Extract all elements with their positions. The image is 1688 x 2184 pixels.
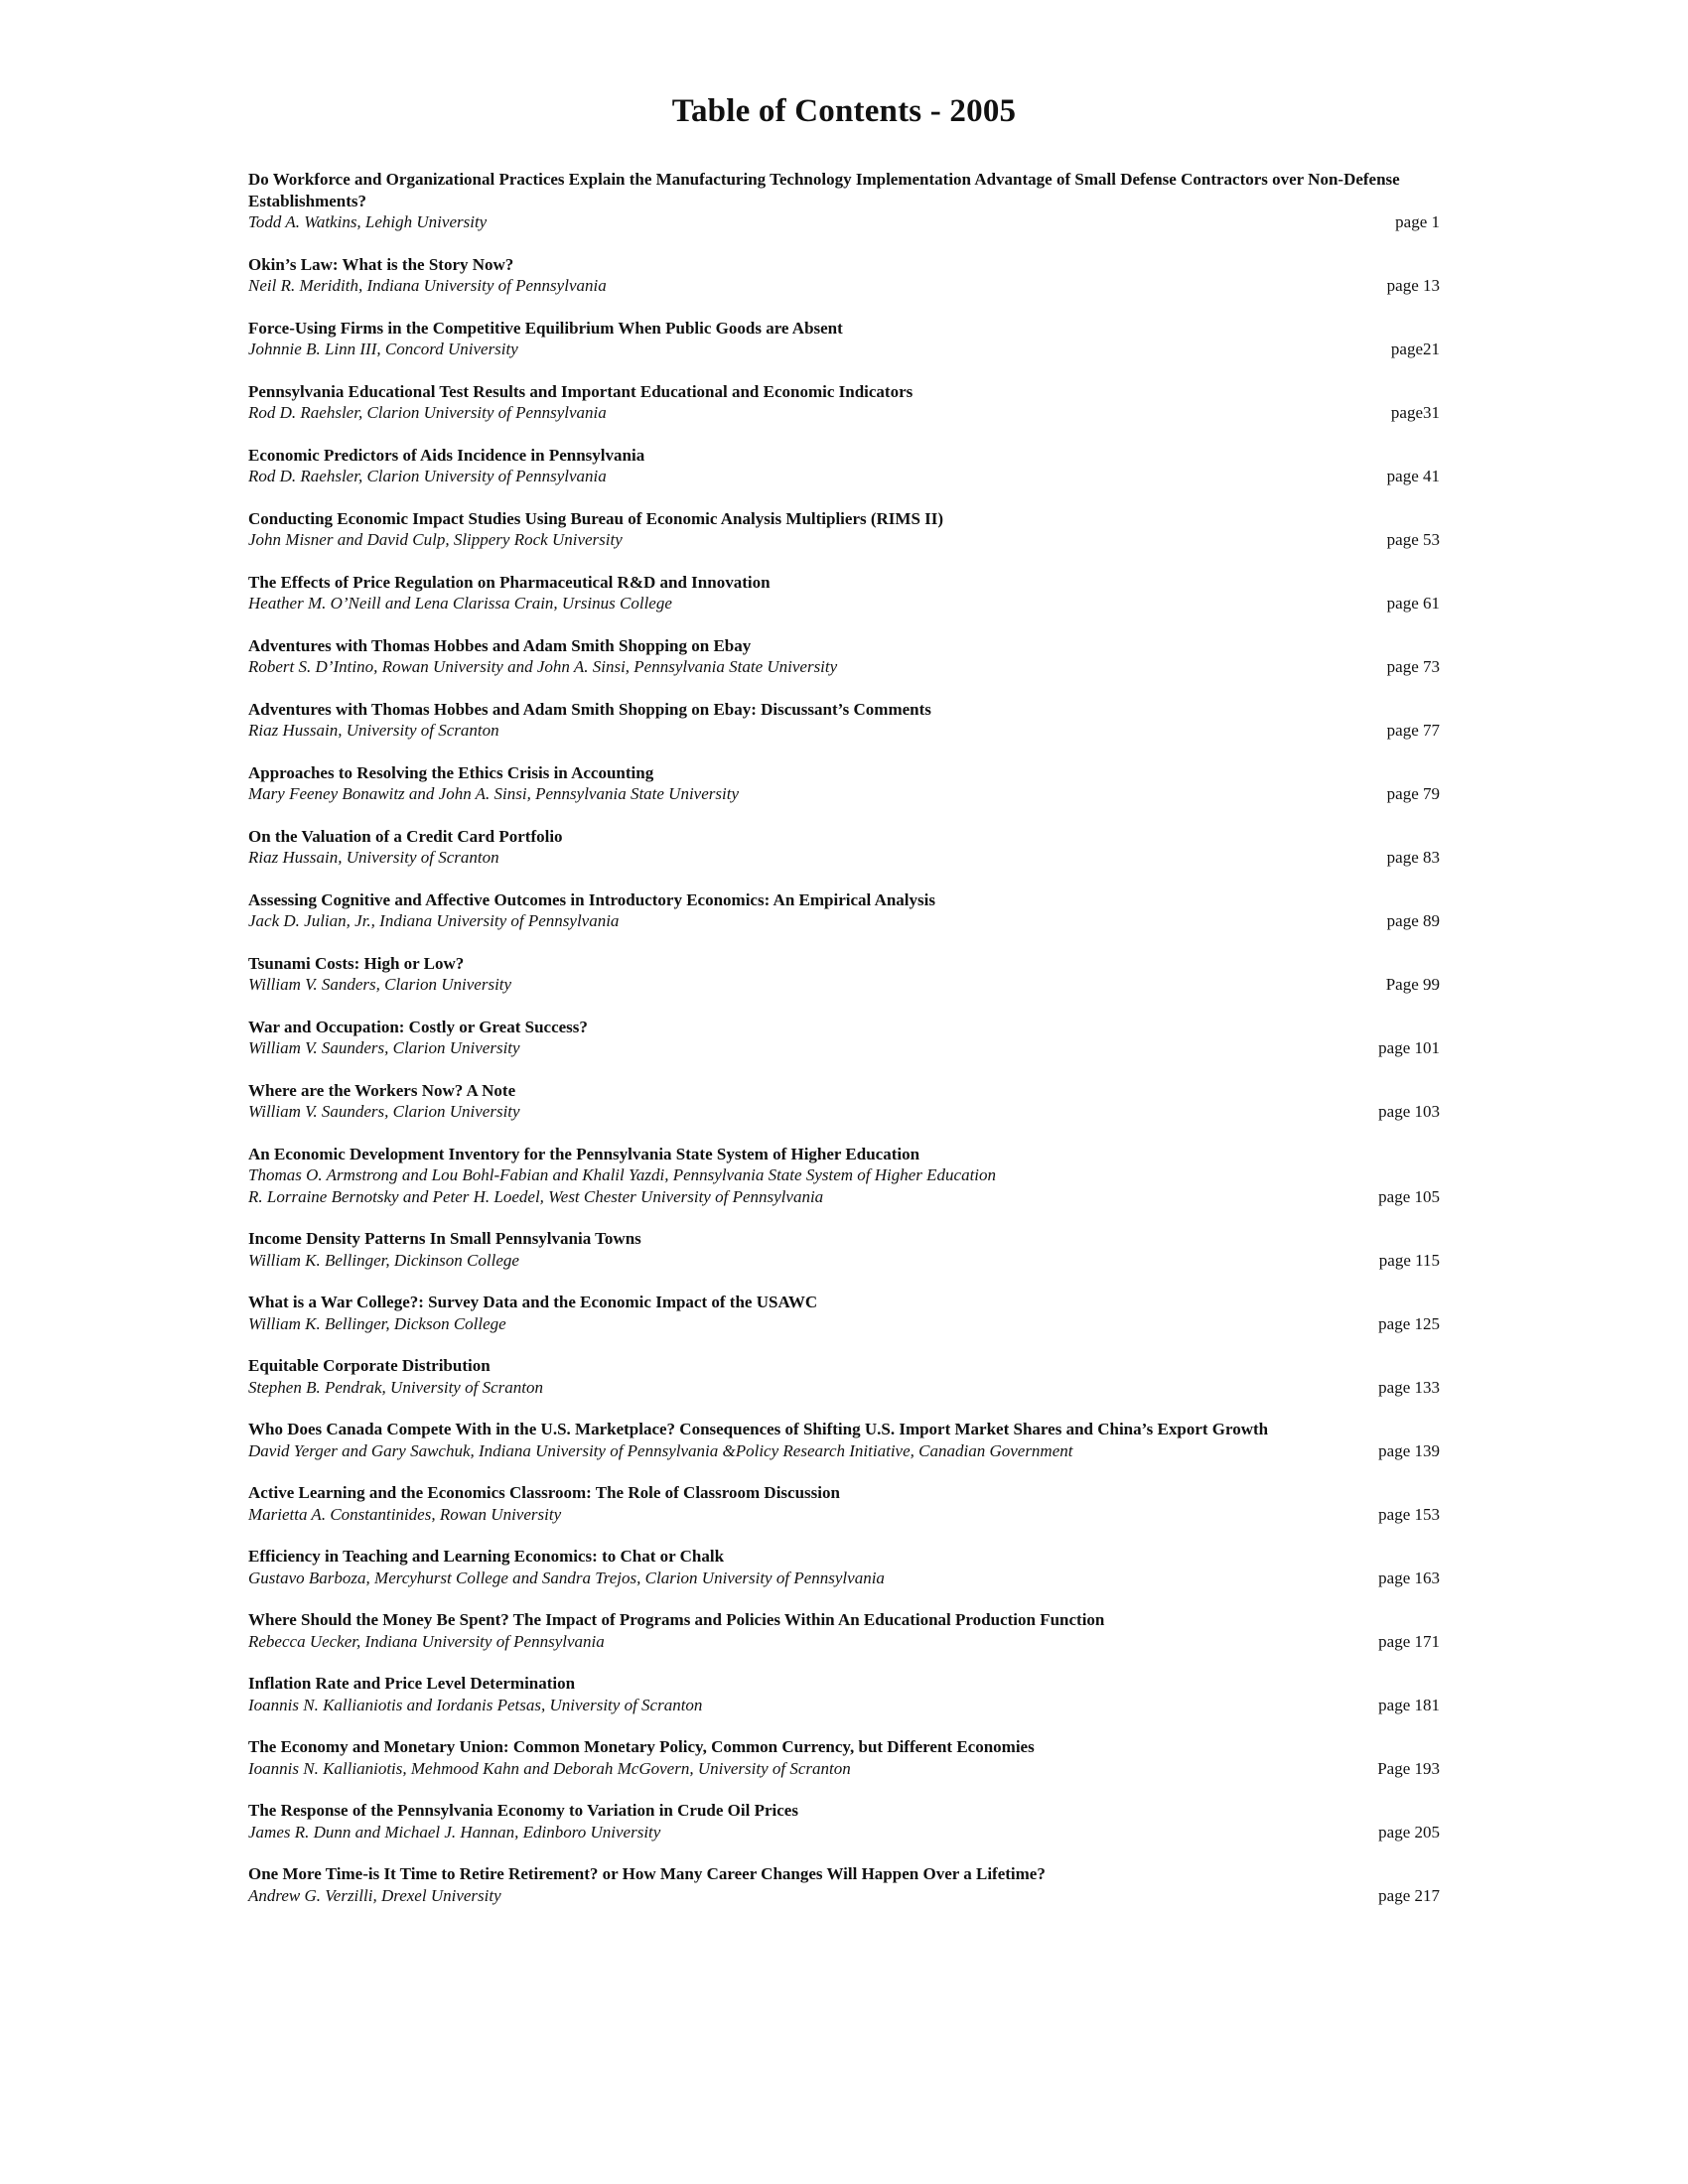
entry-title: The Response of the Pennsylvania Economy to Variation in Crude Oil Prices [248, 1801, 798, 1820]
entry-page-number: page 1 [1395, 212, 1440, 231]
entry-page-number: Page 193 [1377, 1758, 1440, 1778]
entry-title: Pennsylvania Educational Test Results and Important Educational and Economic Indicators [248, 381, 914, 401]
toc-entry [248, 889, 1440, 932]
entry-title: Tsunami Costs: High or Low? [248, 953, 465, 973]
entry-authors: John Misner and David Culp, Slippery Rock University [248, 530, 623, 549]
entry-authors: Johnnie B. Linn III, Concord University [248, 340, 518, 358]
toc-entry [248, 1863, 1440, 1906]
entry-authors: William K. Bellinger, Dickson College [248, 1313, 506, 1333]
entry-title: What is a War College?: Survey Data and the Economic Impact of the USAWC [248, 1293, 818, 1311]
entry-title: Assessing Cognitive and Affective Outcomes in Introductory Economics: An Empirical Analysis [248, 889, 935, 909]
entry-authors: Riaz Hussain, University of Scranton [248, 721, 499, 740]
entry-title: Where Should the Money Be Spent? The Impact of Programs and Policies Within An Educational Production Function [248, 1610, 1105, 1629]
entry-authors: William V. Sanders, Clarion University [248, 975, 512, 994]
entry-authors: Andrew G. Verzilli, Drexel University [248, 1885, 501, 1905]
entry-authors: Rod D. Raehsler, Clarion University of Pennsylvania [248, 403, 607, 422]
toc-entry [248, 1080, 1440, 1123]
entry-authors: Marietta A. Constantinides, Rowan University [248, 1504, 562, 1524]
entry-page-number: Page 99 [1385, 975, 1440, 994]
toc-entry [248, 1017, 1440, 1059]
toc-entry [248, 1609, 1440, 1652]
entry-title: Conducting Economic Impact Studies Using Bureau of Economic Analysis Multipliers (RIMS II) [248, 508, 944, 528]
entry-page-number: page 217 [1378, 1885, 1440, 1905]
entry-authors: Thomas O. Armstrong and Lou Bohl-Fabian and Khalil Yazdi, Pennsylvania State System of Higher Education [248, 1165, 997, 1184]
entry-title: Who Does Canada Compete With in the U.S. Marketplace? Consequences of Shifting U.S. Import Market Shares and China’s Export Growth [248, 1420, 1269, 1438]
toc-entry [248, 1800, 1440, 1843]
entry-title: Income Density Patterns In Small Pennsylvania Towns [248, 1229, 641, 1248]
toc-entry [248, 169, 1440, 233]
entry-title: Adventures with Thomas Hobbes and Adam Smith Shopping on Ebay: Discussant’s Comments [248, 699, 931, 719]
entry-authors: Ioannis N. Kallianiotis and Iordanis Petsas, University of Scranton [248, 1695, 703, 1714]
entry-authors: Todd A. Watkins, Lehigh University [248, 212, 488, 231]
entry-authors: David Yerger and Gary Sawchuk, Indiana University of Pennsylvania &Policy Research Initiative, Canadian Government [248, 1440, 1073, 1460]
entry-page-number: page 73 [1386, 657, 1440, 676]
toc-entry [248, 508, 1440, 551]
entry-title: The Economy and Monetary Union: Common Monetary Policy, Common Currency, but Different Economies [248, 1737, 1035, 1756]
entry-page-number: page 153 [1378, 1504, 1440, 1524]
entry-title: The Effects of Price Regulation on Pharmaceutical R&D and Innovation [248, 572, 771, 592]
entry-page-number: page 133 [1378, 1377, 1440, 1397]
toc-entry [248, 762, 1440, 805]
toc-entry [248, 1144, 1440, 1208]
entry-page-number: page 125 [1378, 1313, 1440, 1333]
entry-page-number: page 171 [1378, 1631, 1440, 1651]
entry-authors: Neil R. Meridith, Indiana University of Pennsylvania [248, 276, 607, 295]
page-title: Table of Contents - 2005 [671, 93, 1017, 129]
toc-entry [248, 953, 1440, 996]
entry-authors: Rod D. Raehsler, Clarion University of Pennsylvania [248, 467, 607, 485]
entry-title: Adventures with Thomas Hobbes and Adam Smith Shopping on Ebay [248, 635, 752, 655]
toc-entry [248, 1736, 1440, 1779]
entry-page-number: page 205 [1378, 1822, 1440, 1842]
entry-page-number: page 61 [1386, 594, 1440, 613]
toc-entry [248, 699, 1440, 742]
entry-title: Inflation Rate and Price Level Determination [248, 1674, 576, 1693]
entry-title: Equitable Corporate Distribution [248, 1356, 491, 1375]
entry-page-number: page21 [1390, 340, 1440, 358]
entry-page-number: page 105 [1378, 1186, 1440, 1206]
toc-entry [248, 1355, 1440, 1398]
toc-entry [248, 445, 1440, 487]
entry-page-number: page 103 [1378, 1102, 1440, 1121]
toc-entry [248, 1419, 1440, 1461]
entry-page-number: page 89 [1386, 911, 1440, 930]
entry-authors: Heather M. O’Neill and Lena Clarissa Crain, Ursinus College [248, 594, 672, 613]
entry-page-number: page 13 [1386, 276, 1440, 295]
toc-entry [248, 1546, 1440, 1588]
entry-page-number: page 163 [1378, 1568, 1440, 1587]
entry-title: On the Valuation of a Credit Card Portfolio [248, 826, 563, 846]
toc-entry [248, 1228, 1440, 1271]
toc-entry [248, 1292, 1440, 1334]
toc-entry [248, 254, 1440, 297]
entry-authors: R. Lorraine Bernotsky and Peter H. Loedel, West Chester University of Pennsylvania [248, 1186, 824, 1206]
entry-page-number: page 101 [1378, 1038, 1440, 1057]
entry-authors: William V. Saunders, Clarion University [248, 1038, 520, 1057]
entry-title: Economic Predictors of Aids Incidence in Pennsylvania [248, 445, 645, 465]
entry-title: Active Learning and the Economics Classroom: The Role of Classroom Discussion [248, 1483, 840, 1502]
entry-title: Okin’s Law: What is the Story Now? [248, 254, 514, 274]
entry-authors: Robert S. D’Intino, Rowan University and John A. Sinsi, Pennsylvania State University [248, 657, 838, 676]
entry-title: Approaches to Resolving the Ethics Crisis in Accounting [248, 762, 654, 782]
toc-entry [248, 318, 1440, 360]
entry-authors: Mary Feeney Bonawitz and John A. Sinsi, Pennsylvania State University [248, 784, 739, 803]
toc-entry [248, 826, 1440, 869]
entry-title: War and Occupation: Costly or Great Success? [248, 1017, 588, 1036]
entry-title: An Economic Development Inventory for the Pennsylvania State System of Higher Education [248, 1144, 920, 1163]
table-of-contents [248, 169, 1440, 1927]
entry-title: One More Time-is It Time to Retire Retirement? or How Many Career Changes Will Happen Over a Lifetime? [248, 1864, 1046, 1883]
toc-entry [248, 635, 1440, 678]
entry-page-number: page 79 [1386, 784, 1440, 803]
entry-title: Where are the Workers Now? A Note [248, 1080, 516, 1100]
toc-entry [248, 1673, 1440, 1715]
entry-page-number: page31 [1390, 403, 1440, 422]
entry-authors: Stephen B. Pendrak, University of Scranton [248, 1377, 543, 1397]
entry-authors: Rebecca Uecker, Indiana University of Pennsylvania [248, 1631, 605, 1651]
toc-entry [248, 381, 1440, 424]
entry-title: Efficiency in Teaching and Learning Economics: to Chat or Chalk [248, 1547, 725, 1566]
entry-authors: William V. Saunders, Clarion University [248, 1102, 520, 1121]
entry-authors: James R. Dunn and Michael J. Hannan, Edinboro University [248, 1822, 661, 1842]
entry-authors: Ioannis N. Kallianiotis, Mehmood Kahn and Deborah McGovern, University of Scranton [248, 1758, 851, 1778]
entry-authors: Gustavo Barboza, Mercyhurst College and Sandra Trejos, Clarion University of Pennsylvania [248, 1568, 885, 1587]
entry-page-number: page 115 [1378, 1250, 1440, 1270]
toc-entry [248, 572, 1440, 614]
entry-page-number: page 83 [1386, 848, 1440, 867]
entry-title: Do Workforce and Organizational Practices Explain the Manufacturing Technology Implementation Advantage of Small Defense Contractors over Non-Defense Establishments? [248, 170, 1400, 210]
entry-page-number: page 41 [1386, 467, 1440, 485]
entry-page-number: page 77 [1386, 721, 1440, 740]
entry-page-number: page 181 [1378, 1695, 1440, 1714]
entry-authors: Riaz Hussain, University of Scranton [248, 848, 499, 867]
toc-entry [248, 1482, 1440, 1525]
entry-authors: William K. Bellinger, Dickinson College [248, 1250, 519, 1270]
entry-authors: Jack D. Julian, Jr., Indiana University of Pennsylvania [248, 911, 620, 930]
entry-title: Force-Using Firms in the Competitive Equilibrium When Public Goods are Absent [248, 318, 843, 338]
entry-page-number: page 139 [1378, 1440, 1440, 1460]
entry-page-number: page 53 [1386, 530, 1440, 549]
